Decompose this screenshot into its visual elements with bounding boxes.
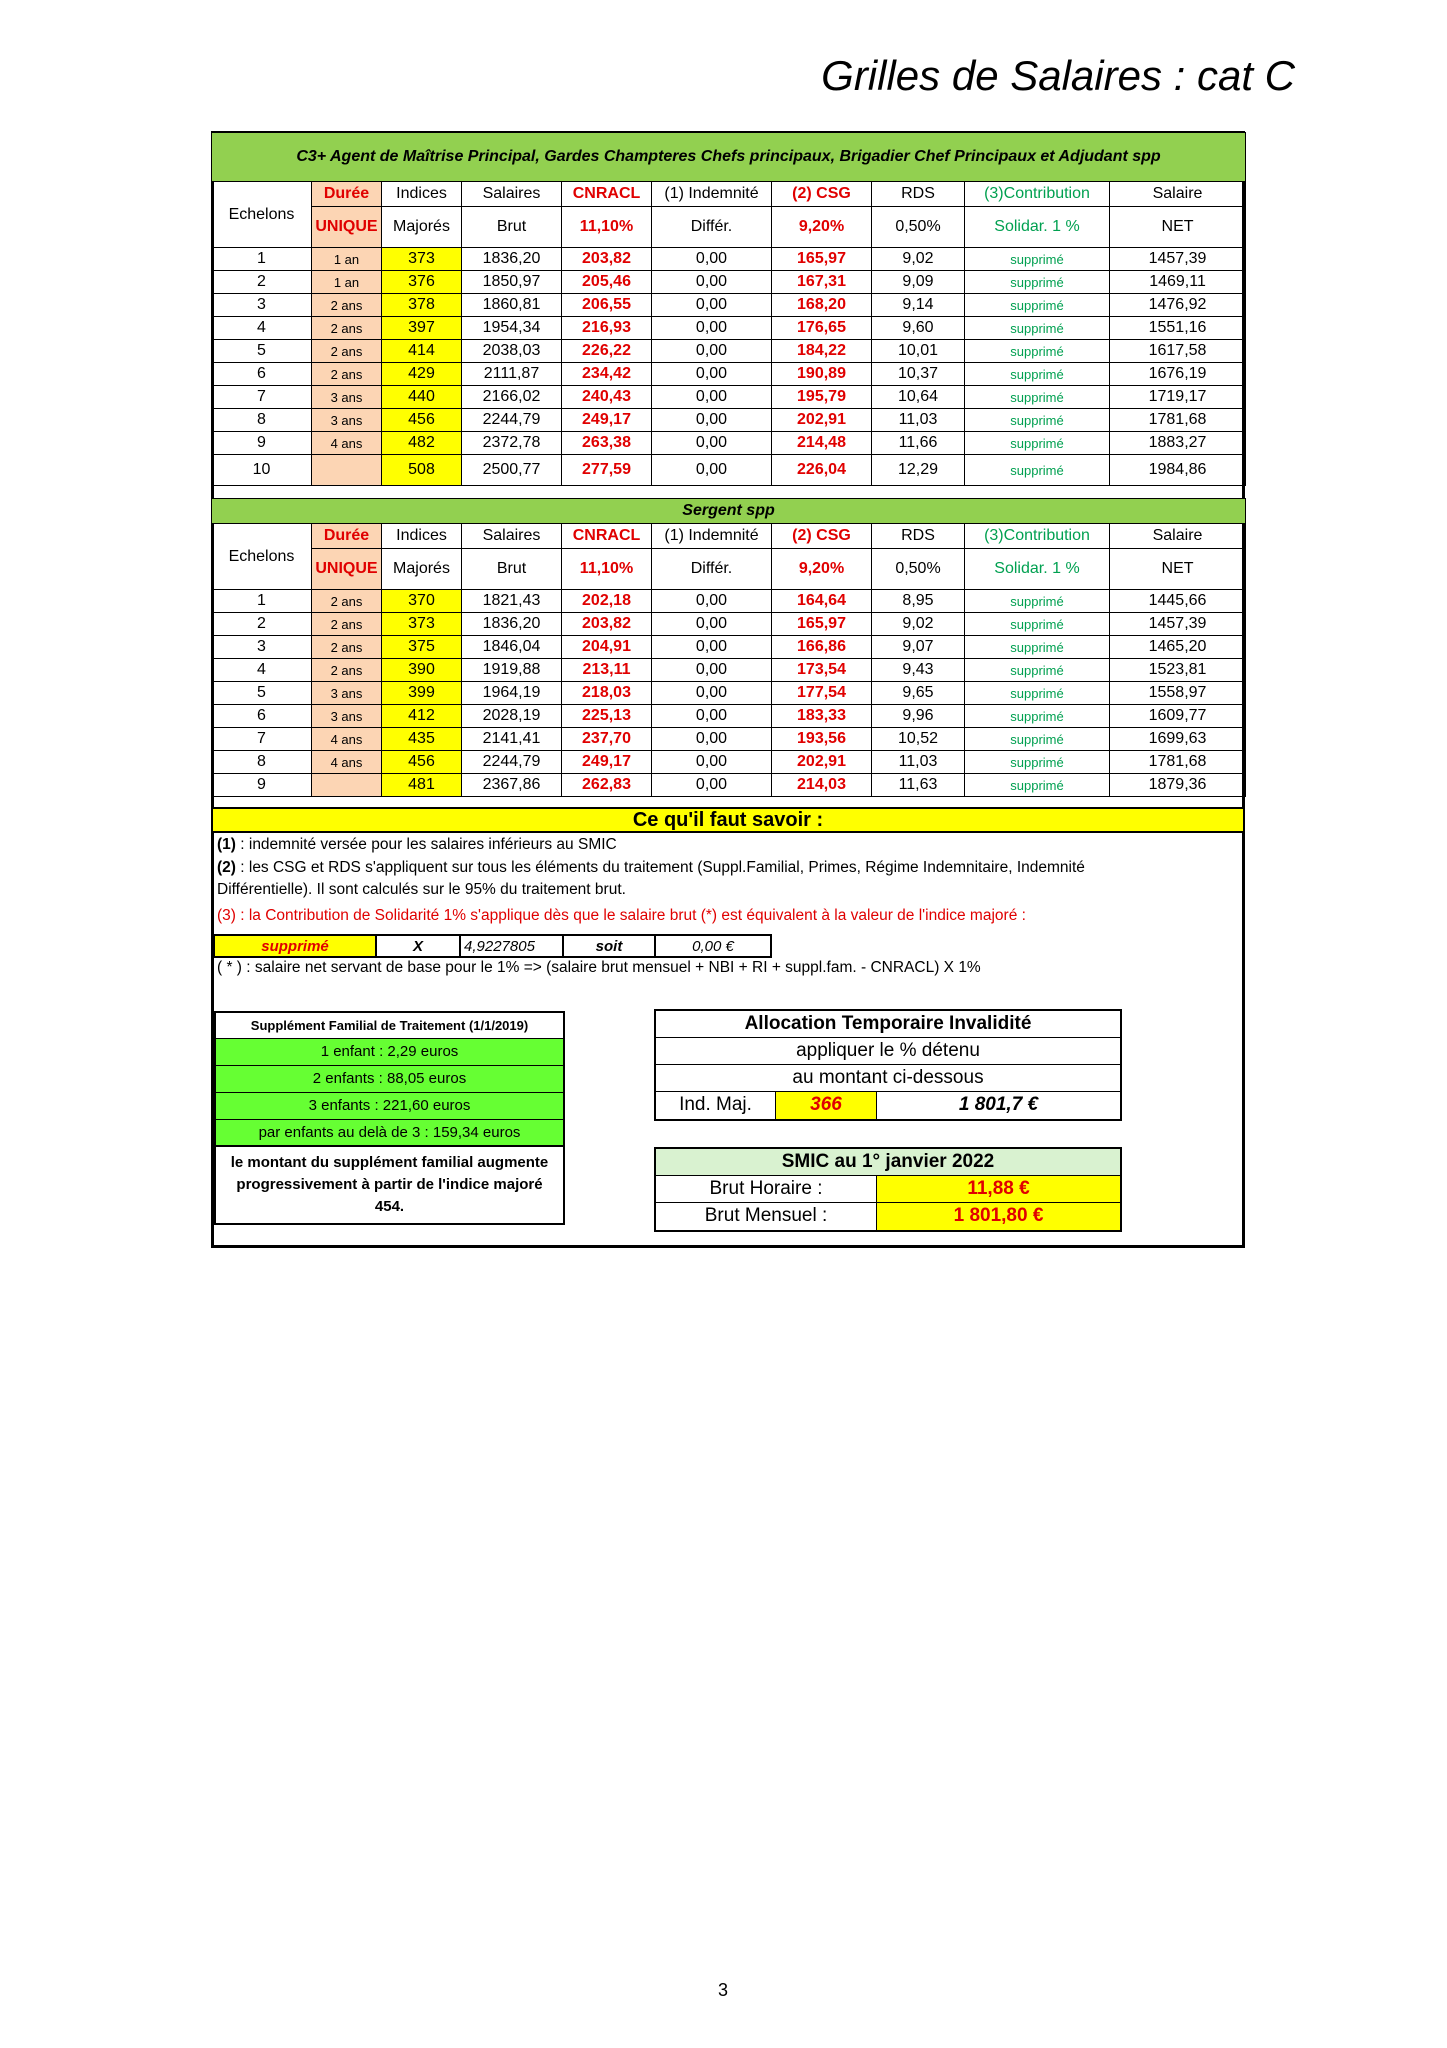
cell-contribution: supprimé bbox=[965, 682, 1110, 705]
cell-indemnite: 0,00 bbox=[652, 659, 772, 682]
cell-duree: 3 ans bbox=[312, 386, 382, 409]
net-header: NET bbox=[1110, 207, 1246, 248]
differ-header: Différ. bbox=[652, 207, 772, 248]
cell-contribution: supprimé bbox=[965, 455, 1110, 486]
salaires-header: Salaires bbox=[462, 524, 562, 549]
cell-rds: 9,65 bbox=[872, 682, 965, 705]
cell-echelon: 5 bbox=[212, 682, 312, 705]
cell-contribution: supprimé bbox=[965, 636, 1110, 659]
ati-index-row bbox=[656, 1092, 1120, 1119]
cell-net: 1551,16 bbox=[1110, 317, 1246, 340]
cell-brut: 1919,88 bbox=[462, 659, 562, 682]
calc-factor: 4,9227805 bbox=[460, 935, 563, 957]
table-row bbox=[212, 590, 1246, 613]
ati-amount: 1 801,7 € bbox=[958, 1094, 1039, 1115]
cell-cnracl: 206,55 bbox=[562, 294, 652, 317]
cell-echelon: 2 bbox=[212, 613, 312, 636]
csg-header: (2) CSG bbox=[772, 524, 872, 549]
cell-indice: 376 bbox=[382, 271, 462, 294]
cell-rds: 10,64 bbox=[872, 386, 965, 409]
note-star: ( * ) : salaire net servant de base pour le 1% => (salaire brut mensuel + NBI + RI + suppl.fam. - CNRACL) X 1% bbox=[217, 959, 981, 976]
cell-rds: 10,01 bbox=[872, 340, 965, 363]
rds-rate: 0,50% bbox=[872, 207, 965, 248]
cell-duree: 2 ans bbox=[312, 613, 382, 636]
cell-cnracl: 237,70 bbox=[562, 728, 652, 751]
page-title: Grilles de Salaires : cat C bbox=[821, 52, 1295, 99]
cell-duree: 1 an bbox=[312, 248, 382, 271]
cell-indice: 429 bbox=[382, 363, 462, 386]
rds-header: RDS bbox=[872, 524, 965, 549]
cell-duree: 2 ans bbox=[312, 294, 382, 317]
cell-echelon: 8 bbox=[212, 751, 312, 774]
cell-contribution: supprimé bbox=[965, 294, 1110, 317]
cell-net: 1617,58 bbox=[1110, 340, 1246, 363]
cell-indemnite: 0,00 bbox=[652, 248, 772, 271]
csg-rate: 9,20% bbox=[772, 207, 872, 248]
cell-brut: 2367,86 bbox=[462, 774, 562, 797]
cell-duree: 2 ans bbox=[312, 659, 382, 682]
cell-net: 1523,81 bbox=[1110, 659, 1246, 682]
family-supplement-title: Supplément Familial de Traitement (1/1/2019) bbox=[216, 1013, 563, 1039]
echelons-header: Echelons bbox=[212, 524, 312, 590]
cell-contribution: supprimé bbox=[965, 271, 1110, 294]
ati-title: Allocation Temporaire Invalidité bbox=[656, 1011, 1120, 1038]
cell-duree: 4 ans bbox=[312, 751, 382, 774]
cell-duree: 1 an bbox=[312, 271, 382, 294]
cell-csg: 214,03 bbox=[772, 774, 872, 797]
cell-csg: 214,48 bbox=[772, 432, 872, 455]
cell-cnracl: 277,59 bbox=[562, 455, 652, 486]
cell-net: 1457,39 bbox=[1110, 248, 1246, 271]
cell-indice: 440 bbox=[382, 386, 462, 409]
cell-cnracl: 202,18 bbox=[562, 590, 652, 613]
cell-indice: 414 bbox=[382, 340, 462, 363]
majores-header: Majorés bbox=[382, 207, 462, 248]
cell-indice: 435 bbox=[382, 728, 462, 751]
solidar-header: Solidar. 1 % bbox=[965, 549, 1110, 590]
rds-rate: 0,50% bbox=[872, 549, 965, 590]
cell-duree: 2 ans bbox=[312, 340, 382, 363]
cell-cnracl: 262,83 bbox=[562, 774, 652, 797]
cell-cnracl: 249,17 bbox=[562, 409, 652, 432]
cell-indemnite: 0,00 bbox=[652, 636, 772, 659]
cell-brut: 2166,02 bbox=[462, 386, 562, 409]
cell-cnracl: 263,38 bbox=[562, 432, 652, 455]
cell-brut: 1860,81 bbox=[462, 294, 562, 317]
cell-indemnite: 0,00 bbox=[652, 774, 772, 797]
indemnite-header: (1) Indemnité bbox=[652, 524, 772, 549]
note-2-continued: Différentielle). Il sont calculés sur le 95% du traitement brut. bbox=[217, 881, 626, 898]
cell-rds: 11,66 bbox=[872, 432, 965, 455]
net-header: NET bbox=[1110, 549, 1246, 590]
cell-indice: 456 bbox=[382, 409, 462, 432]
table-row bbox=[212, 248, 1246, 271]
cell-brut: 2141,41 bbox=[462, 728, 562, 751]
cnracl-rate: 11,10% bbox=[562, 207, 652, 248]
table-row bbox=[212, 317, 1246, 340]
cell-duree: 3 ans bbox=[312, 409, 382, 432]
cell-indemnite: 0,00 bbox=[652, 751, 772, 774]
cell-contribution: supprimé bbox=[965, 659, 1110, 682]
salary-grid-c3 bbox=[211, 132, 1246, 486]
cell-cnracl: 218,03 bbox=[562, 682, 652, 705]
smic-title: SMIC au 1° janvier 2022 bbox=[656, 1149, 1120, 1176]
cnracl-rate: 11,10% bbox=[562, 549, 652, 590]
cell-duree bbox=[312, 455, 382, 486]
cell-echelon: 3 bbox=[212, 636, 312, 659]
calc-result: 0,00 € bbox=[655, 935, 771, 957]
table-row bbox=[212, 705, 1246, 728]
table-row bbox=[212, 751, 1246, 774]
cell-contribution: supprimé bbox=[965, 728, 1110, 751]
header-row bbox=[212, 524, 1246, 549]
cell-contribution: supprimé bbox=[965, 774, 1110, 797]
cell-brut: 2244,79 bbox=[462, 751, 562, 774]
solidar-header: Solidar. 1 % bbox=[965, 207, 1110, 248]
cell-indemnite: 0,00 bbox=[652, 294, 772, 317]
family-supplement-item: par enfants au delà de 3 : 159,34 euros bbox=[216, 1120, 563, 1147]
cell-indice: 399 bbox=[382, 682, 462, 705]
smic-horaire-value: 11,88 € bbox=[877, 1176, 1120, 1202]
differ-header: Différ. bbox=[652, 549, 772, 590]
smic-horaire-label: Brut Horaire : bbox=[656, 1176, 877, 1202]
table-row bbox=[212, 455, 1246, 486]
cell-cnracl: 205,46 bbox=[562, 271, 652, 294]
cell-contribution: supprimé bbox=[965, 317, 1110, 340]
cell-cnracl: 203,82 bbox=[562, 248, 652, 271]
cell-contribution: supprimé bbox=[965, 705, 1110, 728]
cell-net: 1609,77 bbox=[1110, 705, 1246, 728]
cell-cnracl: 203,82 bbox=[562, 613, 652, 636]
cell-indice: 412 bbox=[382, 705, 462, 728]
cell-indemnite: 0,00 bbox=[652, 682, 772, 705]
brut-header: Brut bbox=[462, 207, 562, 248]
calc-times: X bbox=[376, 935, 460, 957]
page-number: 3 bbox=[717, 1980, 728, 2000]
table-row bbox=[212, 774, 1246, 797]
cell-indice: 397 bbox=[382, 317, 462, 340]
cell-rds: 9,09 bbox=[872, 271, 965, 294]
salaire-header: Salaire bbox=[1110, 524, 1246, 549]
cell-echelon: 3 bbox=[212, 294, 312, 317]
cell-brut: 2038,03 bbox=[462, 340, 562, 363]
cell-rds: 9,43 bbox=[872, 659, 965, 682]
smic-mensuel-row bbox=[656, 1203, 1120, 1230]
cell-csg: 165,97 bbox=[772, 248, 872, 271]
cell-net: 1445,66 bbox=[1110, 590, 1246, 613]
smic-box bbox=[654, 1147, 1122, 1232]
family-supplement-box bbox=[214, 1011, 565, 1225]
cell-contribution: supprimé bbox=[965, 340, 1110, 363]
note-tag: (1) bbox=[217, 836, 236, 853]
cell-indice: 373 bbox=[382, 613, 462, 636]
cell-csg: 184,22 bbox=[772, 340, 872, 363]
cell-rds: 11,03 bbox=[872, 751, 965, 774]
cell-brut: 1850,97 bbox=[462, 271, 562, 294]
duree-header: Durée bbox=[312, 182, 382, 207]
cell-indemnite: 0,00 bbox=[652, 340, 772, 363]
csg-rate: 9,20% bbox=[772, 549, 872, 590]
note-2 bbox=[217, 857, 1085, 879]
cell-csg: 165,97 bbox=[772, 613, 872, 636]
cell-indemnite: 0,00 bbox=[652, 728, 772, 751]
table-row bbox=[212, 271, 1246, 294]
cell-csg: 166,86 bbox=[772, 636, 872, 659]
cell-echelon: 8 bbox=[212, 409, 312, 432]
table-row bbox=[212, 363, 1246, 386]
cell-net: 1699,63 bbox=[1110, 728, 1246, 751]
cell-csg: 173,54 bbox=[772, 659, 872, 682]
cell-brut: 2111,87 bbox=[462, 363, 562, 386]
cell-net: 1676,19 bbox=[1110, 363, 1246, 386]
calc-soit: soit bbox=[563, 935, 655, 957]
cell-rds: 9,60 bbox=[872, 317, 965, 340]
cell-net: 1879,36 bbox=[1110, 774, 1246, 797]
cell-indice: 390 bbox=[382, 659, 462, 682]
cell-net: 1781,68 bbox=[1110, 751, 1246, 774]
cnracl-header: CNRACL bbox=[562, 182, 652, 207]
cell-csg: 195,79 bbox=[772, 386, 872, 409]
cell-echelon: 4 bbox=[212, 317, 312, 340]
table-row bbox=[212, 409, 1246, 432]
cell-contribution: supprimé bbox=[965, 432, 1110, 455]
cell-net: 1457,39 bbox=[1110, 613, 1246, 636]
cell-echelon: 9 bbox=[212, 432, 312, 455]
header-row bbox=[212, 207, 1246, 248]
brut-header: Brut bbox=[462, 549, 562, 590]
solidarity-calc bbox=[213, 934, 772, 958]
table-row bbox=[212, 682, 1246, 705]
cell-brut: 1836,20 bbox=[462, 613, 562, 636]
note-1 bbox=[217, 834, 617, 856]
cell-brut: 2372,78 bbox=[462, 432, 562, 455]
cell-rds: 8,95 bbox=[872, 590, 965, 613]
cell-echelon: 9 bbox=[212, 774, 312, 797]
smic-mensuel-label: Brut Mensuel : bbox=[656, 1203, 877, 1230]
cell-cnracl: 225,13 bbox=[562, 705, 652, 728]
cell-contribution: supprimé bbox=[965, 386, 1110, 409]
cell-indemnite: 0,00 bbox=[652, 409, 772, 432]
know-title: Ce qu'il faut savoir : bbox=[211, 807, 1245, 833]
indices-header: Indices bbox=[382, 182, 462, 207]
cell-duree: 3 ans bbox=[312, 705, 382, 728]
cell-csg: 202,91 bbox=[772, 751, 872, 774]
header-row bbox=[212, 549, 1246, 590]
grid-title: Sergent spp bbox=[212, 499, 1246, 524]
cell-contribution: supprimé bbox=[965, 409, 1110, 432]
cell-indice: 482 bbox=[382, 432, 462, 455]
note-tag: (2) bbox=[217, 859, 236, 876]
cell-cnracl: 213,11 bbox=[562, 659, 652, 682]
cell-brut: 1964,19 bbox=[462, 682, 562, 705]
cell-net: 1719,17 bbox=[1110, 386, 1246, 409]
cell-contribution: supprimé bbox=[965, 590, 1110, 613]
cell-echelon: 5 bbox=[212, 340, 312, 363]
cell-indice: 481 bbox=[382, 774, 462, 797]
cell-indice: 508 bbox=[382, 455, 462, 486]
unique-header: UNIQUE bbox=[312, 207, 382, 248]
cell-csg: 176,65 bbox=[772, 317, 872, 340]
note-3: (3) : la Contribution de Solidarité 1% s'applique dès que le salaire brut (*) est équivalent à la valeur de l'indice majoré : bbox=[217, 907, 1026, 924]
echelons-header: Echelons bbox=[212, 182, 312, 248]
indices-header: Indices bbox=[382, 524, 462, 549]
cell-indice: 456 bbox=[382, 751, 462, 774]
cell-indice: 378 bbox=[382, 294, 462, 317]
family-supplement-item: 3 enfants : 221,60 euros bbox=[216, 1093, 563, 1120]
cell-rds: 10,52 bbox=[872, 728, 965, 751]
cell-duree: 2 ans bbox=[312, 363, 382, 386]
header-row bbox=[212, 182, 1246, 207]
cell-rds: 9,14 bbox=[872, 294, 965, 317]
cell-brut: 1821,43 bbox=[462, 590, 562, 613]
calc-status: supprimé bbox=[214, 935, 376, 957]
cell-brut: 2500,77 bbox=[462, 455, 562, 486]
cell-csg: 168,20 bbox=[772, 294, 872, 317]
cell-csg: 167,31 bbox=[772, 271, 872, 294]
cell-rds: 9,02 bbox=[872, 248, 965, 271]
cell-brut: 1836,20 bbox=[462, 248, 562, 271]
ati-index-label: Ind. Maj. bbox=[656, 1092, 776, 1119]
cell-rds: 10,37 bbox=[872, 363, 965, 386]
cell-csg: 164,64 bbox=[772, 590, 872, 613]
table-row bbox=[212, 659, 1246, 682]
note-text: : indemnité versée pour les salaires inférieurs au SMIC bbox=[235, 836, 617, 853]
table-row bbox=[212, 386, 1246, 409]
cell-contribution: supprimé bbox=[965, 248, 1110, 271]
cnracl-header: CNRACL bbox=[562, 524, 652, 549]
salaires-header: Salaires bbox=[462, 182, 562, 207]
salaire-header: Salaire bbox=[1110, 182, 1246, 207]
family-supplement-item: 1 enfant : 2,29 euros bbox=[216, 1039, 563, 1066]
cell-duree: 2 ans bbox=[312, 317, 382, 340]
cell-indemnite: 0,00 bbox=[652, 386, 772, 409]
cell-indice: 373 bbox=[382, 248, 462, 271]
unique-header: UNIQUE bbox=[312, 549, 382, 590]
cell-rds: 9,02 bbox=[872, 613, 965, 636]
cell-cnracl: 226,22 bbox=[562, 340, 652, 363]
cell-csg: 193,56 bbox=[772, 728, 872, 751]
table-row bbox=[212, 636, 1246, 659]
cell-echelon: 10 bbox=[212, 455, 312, 486]
table-row bbox=[212, 613, 1246, 636]
cell-indemnite: 0,00 bbox=[652, 363, 772, 386]
cell-net: 1781,68 bbox=[1110, 409, 1246, 432]
cell-duree: 4 ans bbox=[312, 432, 382, 455]
cell-rds: 11,63 bbox=[872, 774, 965, 797]
smic-horaire-row bbox=[656, 1176, 1120, 1203]
cell-duree: 3 ans bbox=[312, 682, 382, 705]
cell-csg: 226,04 bbox=[772, 455, 872, 486]
cell-echelon: 4 bbox=[212, 659, 312, 682]
cell-rds: 9,96 bbox=[872, 705, 965, 728]
cell-duree bbox=[312, 774, 382, 797]
cell-echelon: 1 bbox=[212, 590, 312, 613]
cell-csg: 177,54 bbox=[772, 682, 872, 705]
cell-net: 1984,86 bbox=[1110, 455, 1246, 486]
majores-header: Majorés bbox=[382, 549, 462, 590]
cell-contribution: supprimé bbox=[965, 751, 1110, 774]
cell-echelon: 6 bbox=[212, 705, 312, 728]
duree-header: Durée bbox=[312, 524, 382, 549]
cell-duree: 2 ans bbox=[312, 636, 382, 659]
cell-duree: 2 ans bbox=[312, 590, 382, 613]
table-row bbox=[212, 340, 1246, 363]
cell-indice: 375 bbox=[382, 636, 462, 659]
cell-csg: 190,89 bbox=[772, 363, 872, 386]
rds-header: RDS bbox=[872, 182, 965, 207]
family-supplement-item: 2 enfants : 88,05 euros bbox=[216, 1066, 563, 1093]
cell-net: 1558,97 bbox=[1110, 682, 1246, 705]
cell-cnracl: 234,42 bbox=[562, 363, 652, 386]
cell-net: 1469,11 bbox=[1110, 271, 1246, 294]
cell-echelon: 7 bbox=[212, 386, 312, 409]
cell-echelon: 2 bbox=[212, 271, 312, 294]
cell-indemnite: 0,00 bbox=[652, 317, 772, 340]
grid-title: C3+ Agent de Maîtrise Principal, Gardes Champteres Chefs principaux, Brigadier Chef Principaux et Adjudant spp bbox=[212, 133, 1246, 182]
cell-brut: 2244,79 bbox=[462, 409, 562, 432]
cell-contribution: supprimé bbox=[965, 363, 1110, 386]
cell-cnracl: 240,43 bbox=[562, 386, 652, 409]
cell-rds: 11,03 bbox=[872, 409, 965, 432]
cell-brut: 1954,34 bbox=[462, 317, 562, 340]
csg-header: (2) CSG bbox=[772, 182, 872, 207]
cell-duree: 4 ans bbox=[312, 728, 382, 751]
cell-csg: 202,91 bbox=[772, 409, 872, 432]
table-row bbox=[212, 294, 1246, 317]
table-row bbox=[212, 728, 1246, 751]
cell-indemnite: 0,00 bbox=[652, 455, 772, 486]
family-supplement-note: le montant du supplément familial augmente progressivement à partir de l'indice majoré 454. bbox=[216, 1147, 563, 1223]
indemnite-header: (1) Indemnité bbox=[652, 182, 772, 207]
ati-box bbox=[654, 1009, 1122, 1121]
ati-line-2: au montant ci-dessous bbox=[656, 1065, 1120, 1092]
cell-cnracl: 216,93 bbox=[562, 317, 652, 340]
contribution-header: (3)Contribution bbox=[965, 524, 1110, 549]
cell-indemnite: 0,00 bbox=[652, 271, 772, 294]
cell-rds: 12,29 bbox=[872, 455, 965, 486]
cell-indemnite: 0,00 bbox=[652, 613, 772, 636]
cell-cnracl: 249,17 bbox=[562, 751, 652, 774]
cell-echelon: 1 bbox=[212, 248, 312, 271]
cell-indemnite: 0,00 bbox=[652, 432, 772, 455]
cell-net: 1883,27 bbox=[1110, 432, 1246, 455]
cell-net: 1465,20 bbox=[1110, 636, 1246, 659]
cell-csg: 183,33 bbox=[772, 705, 872, 728]
cell-contribution: supprimé bbox=[965, 613, 1110, 636]
cell-net: 1476,92 bbox=[1110, 294, 1246, 317]
cell-cnracl: 204,91 bbox=[562, 636, 652, 659]
cell-indemnite: 0,00 bbox=[652, 590, 772, 613]
cell-rds: 9,07 bbox=[872, 636, 965, 659]
smic-mensuel-value: 1 801,80 € bbox=[877, 1203, 1120, 1230]
cell-brut: 1846,04 bbox=[462, 636, 562, 659]
table-row bbox=[212, 432, 1246, 455]
cell-brut: 2028,19 bbox=[462, 705, 562, 728]
cell-echelon: 6 bbox=[212, 363, 312, 386]
cell-indemnite: 0,00 bbox=[652, 705, 772, 728]
contribution-header: (3)Contribution bbox=[965, 182, 1110, 207]
ati-index-value: 366 bbox=[776, 1092, 877, 1119]
cell-echelon: 7 bbox=[212, 728, 312, 751]
ati-line-1: appliquer le % détenu bbox=[656, 1038, 1120, 1065]
salary-grid-sergent bbox=[211, 498, 1246, 797]
note-text: : les CSG et RDS s'appliquent sur tous les éléments du traitement (Suppl.Familial, Primes, Régime Indemnitaire, Indemnité bbox=[235, 859, 1085, 876]
cell-indice: 370 bbox=[382, 590, 462, 613]
